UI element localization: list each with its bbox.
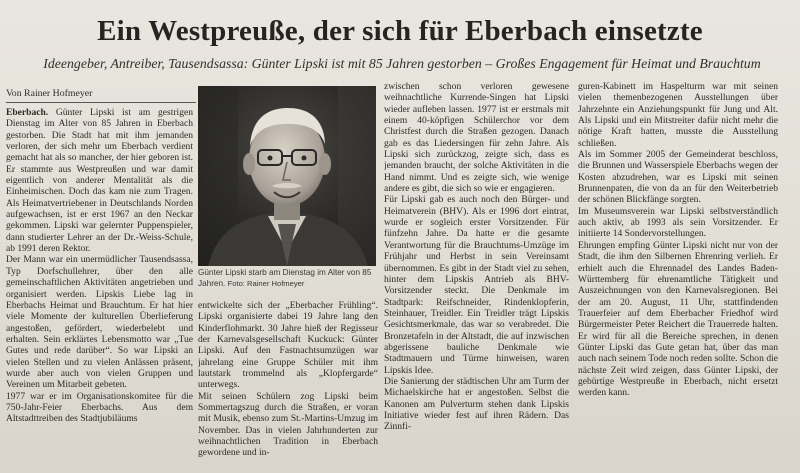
dateline: Eberbach. (6, 107, 49, 118)
photo-caption (198, 268, 380, 289)
article-column-4: guren-Kabinett im Haspelturm war mit seinen vielen themenbezogenen Ausstellungen über Jahrzehnte ein Anziehungspunkt für Jung und Alt. Als Lipski und ein Mitstreiter dafür nicht mehr die nötige Kraft hatten, musste die Ausstellung schließen. Als im Sommer 2005 der Gemeinderat beschloss, die Brunnen und Wasserspiele Eberbachs wegen der Kosten abzudrehen, war es Lipski mit seinen Brunnenpaten, die von da an für den Weiterbetrieb der schönen Blickfänge sorgten. Im Museumsverein war Lipski selbstverständlich auch aktiv, ab 1993 als sein Vorsitzender. Er initiierte 14 Sondervorstellungen. Ehrungen empfing Günter Lipski nicht nur von der Stadt, die ihm den Silbernen Ehrenring verlieh. Er erhielt auch die Ehrennadel des Landes Baden-Württemberg für ehrenamtliche Tätigkeit und Auszeichnungen von den Karnevalsregionen. Bei der am 20. August, 11 Uhr, stattfindenden Trauerfeier auf dem Eberbacher Friedhof wird Bürgermeister Peter Reichert die Trauerrede halten. Er wird für all die Bereiche sprechen, in denen Günter Lipski das Gute getan hat, über das man auch nach seinem Tode noch reden sollte. Schon die nächste Zeit wird zeigen, dass Günter Lipski, der gebürtige Westpreuße in Eberbach, nicht ersetzt werden kann. (578, 81, 778, 399)
article-subhead: Ideengeber, Antreiber, Tausendsassa: Günter Lipski ist mit 85 Jahren gestorben – Großes Engagement für Heimat und Brauchtum (43, 56, 761, 71)
photo-credit: Foto: Rainer Hofmeyer (227, 278, 305, 288)
article-headline: Ein Westpreuße, der sich für Eberbach einsetzte (97, 15, 703, 47)
article-byline: Von Rainer Hofmeyer (6, 88, 196, 103)
portrait-photo (198, 86, 376, 266)
column-1-text: Günter Lipski ist am gestrigen Dienstag im Alter von 85 Jahren in Eberbach gestorben. Die Stadt hat mit ihm jemanden verloren, der sich mehr um Eberbach verdient gemacht hat als so mancher, der hier geboren ist. Er stammte aus Westpreußen und war damit eigentlich von anderer Mentalität als die Einheimischen. Doch das kam nie zum Tragen. Als Heimatvertriebener in Deutschlands Norden aufgewachsen, ist er erst 1967 an den Neckar gekommen. Lipski war gelernter Puppenspieler, dann studierter Lehrer an der Dr.-Weiss-Schule, ab 1991 deren Rektor. Der Mann war ein unermüdlicher Tausendsassa, Typ Dorfschullehrer, über den alle gemeinschaftlichen Aktivitäten angetrieben und organisiert werden. Lipskis Liebe lag in Eberbachs Heimat und Brauchtum. Er hat hier viele Momente der kulturellen Überlieferung angestoßen, gefördert, wiederbelebt und erhalten. Sein erklärtes Lebensmotto war „Tue Gutes und rede darüber“. So war Lipski an vielen Stellen und zu vielen Anlässen präsent, wurde aber auch von vielen Gruppen und Vereinen um Mitarbeit gebeten. 1977 war er im Organisationskomitee für die 750-Jahr-Feier Eberbachs. Aus dem Altstadttreiben des Stadtjubiläums (6, 107, 193, 425)
article-column-2: entwickelte sich der „Eberbacher Frühling“. Lipski organisierte dabei 19 Jahre lang den Kinderflohmarkt. 30 Jahre hieß der Regisseur der Karnevalsgesellschaft Kuckuck: Günter Lipski. Auf den Fastnachtsumzügen war jahrelang eine Gruppe Schüler mit ihm lautstark trommelnd als „Klopfergarde“ unterwegs. Mit seinen Schülern zog Lipski beim Sommertagszug durch die Straßen, er voran mit Musik, ebenso zum St.-Martins-Umzug im November. Das in vielen Jahrhunderten zur weihnachtlichen Tradition in Eberbach gewordene und in- (198, 300, 378, 459)
portrait-illustration (198, 86, 376, 266)
article-column-3: zwischen schon verloren gewesene weihnachtliche Kurrende-Singen hat Lipski wieder aufleben lassen. 1977 ist er erstmals mit einem 40-köpfigen Schülerchor vor dem Christfest durch die Straßen gezogen. Danach gab es das Liedersingen für zehn Jahre. Als Lipski sich zurückzog, zeigte sich, dass es jemanden braucht, der solche Aktivitäten in die Hand nimmt. Und es zeigte sich, wie wenige andere es gibt, die sich so wie er engagieren. Für Lipski gab es auch noch den Bürger- und Heimatverein (BHV). Als er 1996 dort eintrat, wurde er sogleich erster Vorsitzender. Für fünfzehn Jahre. Da hatte er die gesamte Verantwortung für die Brauchtums-Umzüge im Frühjahr und Herbst in sein Vereinsamt übernommen. Es gibt in der Stadt viel zu sehen, hinter dem Lipskis Antrieb als BHV-Vorsitzender steckt. Die Denkmale im Stadtpark: Reifschneider, Rindenklopferin, Steinhauer, Treidler. Ein Treidler trägt Lipskis Gesichtsmerkmale, das war so verabredet. Die Bronzetafeln in der Altstadt, die auf inzwischen abgerissene bauliche Denkmale wie Stadtmauern und Türme hinweisen, waren Lipskis Idee. Die Sanierung der städtischen Uhr am Turm der Michaelskirche hat er angestoßen. Selbst die Kanonen am Pulverturm stehen dank Lipskis Initiative wieder fest auf ihren Rädern. Das Zinnfi- (384, 81, 569, 433)
article-column-1 (6, 107, 193, 473)
caption-text: Günter Lipski starb am Dienstag im Alter von 85 Jahren. (198, 268, 372, 288)
